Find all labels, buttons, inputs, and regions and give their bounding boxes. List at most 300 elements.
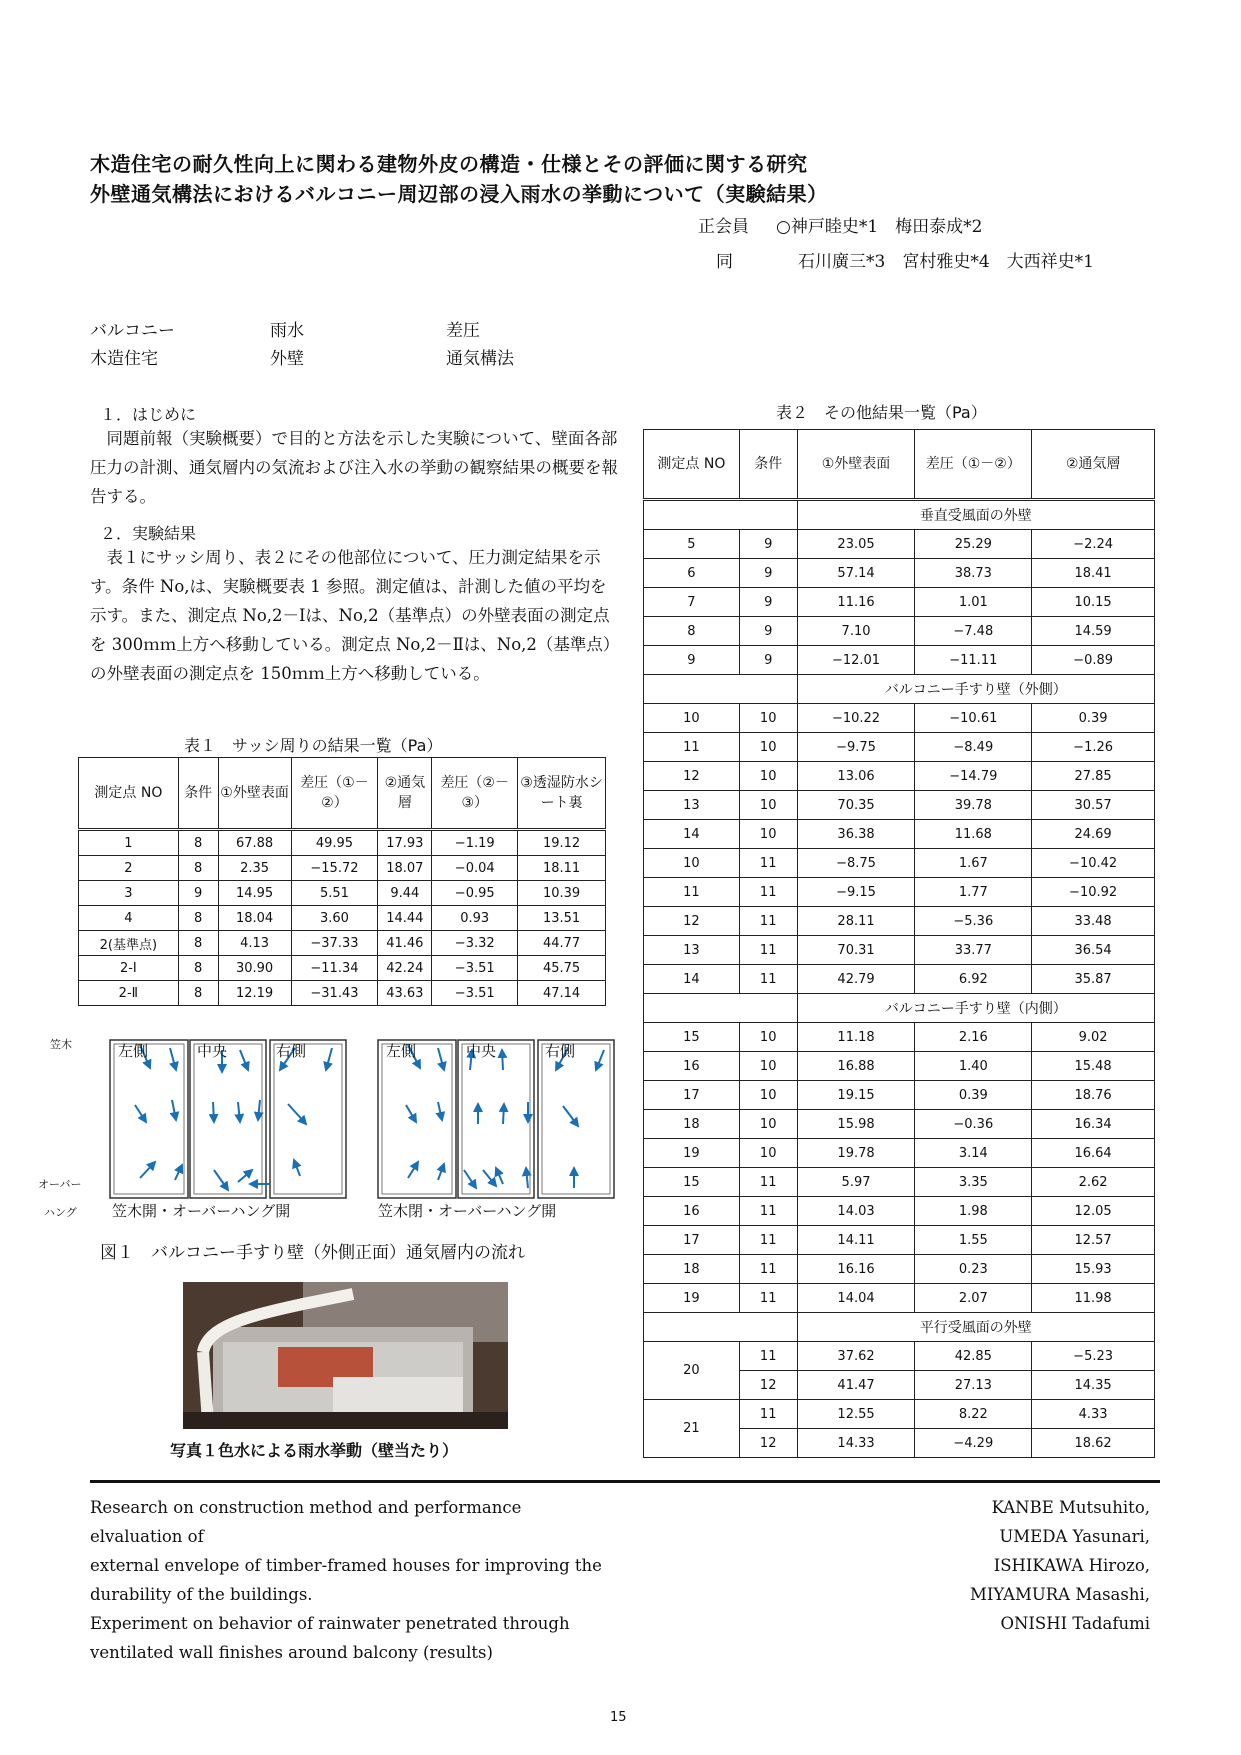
table-cell: 17.93 [378,830,432,856]
table-row [644,1081,1155,1110]
table-row [644,1400,1155,1429]
table-cell: 14.33 [797,1429,915,1458]
table1-header: 条件 [178,758,218,830]
table-cell: 10 [739,791,797,820]
table-cell: 11 [739,1284,797,1313]
author-names-2: 石川廣三*3 宮村雅史*4 大西祥史*1 [798,252,1094,272]
keyword: 木造住宅 [90,349,158,369]
table-cell: 8 [178,906,218,931]
table-cell: 11 [644,733,740,762]
table-cell: 18.76 [1032,1081,1155,1110]
table-cell: 4 [79,906,179,931]
table-cell: 2.16 [915,1023,1032,1052]
table-cell: 9 [178,881,218,906]
table1-header: ③透湿防水シート裏 [518,758,606,830]
table-cell: 16 [644,1197,740,1226]
table-cell: 18.04 [218,906,291,931]
figure1-label-center: 中央 [197,1042,228,1060]
table-row [644,530,1155,559]
paper-title-line2: 外壁通気構法におけるバルコニー周辺部の浸入雨水の挙動について（実験結果） [90,182,828,206]
english-title-line: Experiment on behavior of rainwater penetrated through [90,1614,570,1633]
table-cell: 9.02 [1032,1023,1155,1052]
table-cell: 12 [739,1429,797,1458]
airflow-arrow [483,1170,496,1186]
figure1-label-right: 右側 [276,1042,307,1060]
table-cell: 16.34 [1032,1110,1155,1139]
section-heading-intro: １．はじめに [100,405,197,424]
table-cell: 42.79 [797,965,915,994]
table-row [644,1139,1155,1168]
table-section-row [644,675,1155,704]
table-cell: 0.39 [1032,704,1155,733]
table-cell [644,994,798,1023]
table-cell: 5 [644,530,740,559]
table-cell: 10 [644,704,740,733]
table-cell: 33.48 [1032,907,1155,936]
table-cell: 10 [739,1081,797,1110]
airflow-arrow [170,1048,176,1070]
table-cell: 11.18 [797,1023,915,1052]
table-cell: 8 [178,981,218,1006]
table-row [644,646,1155,675]
table-cell: 10 [739,820,797,849]
table-cell: 12.55 [797,1400,915,1429]
table2-header: 条件 [739,430,797,500]
table-row [644,936,1155,965]
table-cell: −9.75 [797,733,915,762]
figure1-panel [458,1040,534,1198]
table-row [644,1255,1155,1284]
author-role-2: 同 [716,252,733,272]
table-row [644,965,1155,994]
table-cell: 9 [739,588,797,617]
airflow-arrow [496,1168,503,1184]
table-cell: −37.33 [291,931,378,956]
table-cell: 9 [644,646,740,675]
figure1-subcaption-right: 笠木閉・オーバーハング開 [378,1202,557,1220]
airflow-arrow [502,1050,503,1070]
table-cell: 2-Ⅰ [79,956,179,981]
table1-header: 差圧（②－③） [432,758,518,830]
table-cell: 2-Ⅱ [79,981,179,1006]
table-cell: 27.13 [915,1371,1032,1400]
table-cell: −0.36 [915,1110,1032,1139]
english-title-line: ventilated wall finishes around balcony (results) [90,1643,493,1662]
airflow-arrow [596,1050,604,1070]
section-text-results: 表１にサッシ周り、表２にその他部位について、圧力測定結果を示す。条件 No,は、実験概要表 1 参照。測定値は、計測した値の平均を示す。また、測定点 No,2－Ⅰは、No,2（基準点）の外壁表面の測定点を 300ｍｍ上方へ移動している。測定点 No,2－Ⅱは、No,2（基準点）の外壁表面の測定点を 150ｍｍ上方へ移動している。 [90,548,620,683]
table-cell: 36.38 [797,820,915,849]
table-cell: −2.24 [1032,530,1155,559]
table-cell: 11 [739,1400,797,1429]
table-cell: 8 [178,856,218,881]
table-cell: 39.78 [915,791,1032,820]
table1-header: 差圧（①－②） [291,758,378,830]
table-cell: −10.42 [1032,849,1155,878]
table-cell: 14 [644,820,740,849]
table-cell: −1.26 [1032,733,1155,762]
table-cell: 11 [644,878,740,907]
figure1-panel-inner [462,1044,530,1194]
english-authors [880,1493,1150,1638]
table-cell: 10 [739,762,797,791]
table-cell: 17 [644,1226,740,1255]
table2-header: ②通気層 [1032,430,1155,500]
table-cell: 47.14 [518,981,606,1006]
figure1-label-left: 左側 [118,1042,149,1060]
table-cell: 28.11 [797,907,915,936]
table-cell: −3.51 [432,981,518,1006]
table-cell: 16.64 [1032,1139,1155,1168]
table-cell: 42.24 [378,956,432,981]
table-cell: 7 [644,588,740,617]
table-cell: 14.11 [797,1226,915,1255]
table1-header: ②通気層 [378,758,432,830]
table-cell: 12 [739,1371,797,1400]
english-title [90,1493,610,1667]
table-cell: 12.19 [218,981,291,1006]
keyword: 通気構法 [446,349,514,369]
table-row [644,1052,1155,1081]
table-row [79,856,606,881]
table-cell: 14.04 [797,1284,915,1313]
table-cell: 8 [178,931,218,956]
table-cell: 11 [739,878,797,907]
table-row [79,931,606,956]
table-cell: 19 [644,1139,740,1168]
table-cell: 7.10 [797,617,915,646]
table-cell: 35.87 [1032,965,1155,994]
english-author: KANBE Mutsuhito, [991,1498,1150,1517]
table-cell: 10 [644,849,740,878]
table-cell: 9 [739,646,797,675]
table-cell: 10 [739,1052,797,1081]
table-cell: 20 [644,1342,740,1400]
table-cell: 1.01 [915,588,1032,617]
table-cell: 16.88 [797,1052,915,1081]
table-cell: 3.35 [915,1168,1032,1197]
airflow-arrow [213,1102,214,1122]
table1-caption: 表１ サッシ周りの結果一覧（Pa） [184,736,443,755]
table-cell: 6.92 [915,965,1032,994]
table-cell: 11 [739,1342,797,1371]
table-cell: 11 [739,907,797,936]
english-author: ONISHI Tadafumi [1000,1614,1150,1633]
table-cell: 18 [644,1110,740,1139]
table-section-row [644,1313,1155,1342]
footer-divider [90,1480,1160,1483]
table-cell: 13 [644,936,740,965]
english-author: MIYAMURA Masashi, [970,1585,1150,1604]
table-cell: 1.77 [915,878,1032,907]
table-cell: 14.95 [218,881,291,906]
table-cell: 41.47 [797,1371,915,1400]
figure1-label-right: 右側 [545,1042,576,1060]
section-heading-results: ２．実験結果 [100,524,197,543]
table-row [644,704,1155,733]
table-cell: 15 [644,1023,740,1052]
table-cell: 0.93 [432,906,518,931]
airflow-arrow [214,1170,228,1190]
author-names-1: ○神戸睦史*1 梅田泰成*2 [776,217,983,237]
table-cell: 38.73 [915,559,1032,588]
table-cell: 12 [644,762,740,791]
table-cell: 27.85 [1032,762,1155,791]
table-cell: 18.62 [1032,1429,1155,1458]
table-cell: 15.48 [1032,1052,1155,1081]
table-cell: −12.01 [797,646,915,675]
table-cell: 6 [644,559,740,588]
figure1-label-left: 左側 [386,1042,417,1060]
airflow-arrow [464,1170,476,1188]
table-cell: −11.34 [291,956,378,981]
table-cell: 45.75 [518,956,606,981]
table-cell: −3.51 [432,956,518,981]
table-cell: 19.12 [518,830,606,856]
airflow-arrow [172,1100,176,1120]
table-cell: 67.88 [218,830,291,856]
table-cell: 10 [739,704,797,733]
figure1-side-label-top: 笠木 [50,1038,72,1051]
table-cell: 8 [644,617,740,646]
table-cell: −10.61 [915,704,1032,733]
table-cell: 16.16 [797,1255,915,1284]
table-cell: 14.44 [378,906,432,931]
airflow-arrow [238,1102,240,1122]
table-cell: 2.07 [915,1284,1032,1313]
table-cell: −10.22 [797,704,915,733]
airflow-arrow [258,1100,260,1120]
english-author: ISHIKAWA Hirozo, [993,1556,1150,1575]
table-cell: 11.16 [797,588,915,617]
table-cell: 11.98 [1032,1284,1155,1313]
table-cell: 44.77 [518,931,606,956]
table-cell: 14.35 [1032,1371,1155,1400]
table-cell: 3 [79,881,179,906]
table-cell: 2 [79,856,179,881]
table-cell: 33.77 [915,936,1032,965]
table-cell: 21 [644,1400,740,1458]
table-cell: 41.46 [378,931,432,956]
table-row [644,1342,1155,1371]
table-cell: 15.93 [1032,1255,1155,1284]
table-cell: 12.05 [1032,1197,1155,1226]
figure1-label-center: 中央 [466,1042,497,1060]
table-cell: 8.22 [915,1400,1032,1429]
figure1-side-label-bottom: オーバー [38,1178,82,1191]
table-cell: 13.51 [518,906,606,931]
table-cell: 18.07 [378,856,432,881]
table-cell: 37.62 [797,1342,915,1371]
table-cell: −0.04 [432,856,518,881]
english-title-line: Research on construction method and performance elvaluation of [90,1498,522,1546]
table-row [79,981,606,1006]
table-section-title: 垂直受風面の外壁 [797,500,1154,530]
table-section-title: バルコニー手すり壁（外側） [797,675,1154,704]
table-row [644,617,1155,646]
airflow-arrow [240,1050,248,1070]
table-row [644,1197,1155,1226]
airflow-arrow [503,1104,504,1124]
table-cell: −1.19 [432,830,518,856]
table-cell: 18.41 [1032,559,1155,588]
table-cell: 11 [739,1197,797,1226]
table-row [79,830,606,856]
table-cell: 0.39 [915,1081,1032,1110]
airflow-arrow [238,1170,252,1182]
table-cell: 10 [739,1023,797,1052]
table-cell: 5.97 [797,1168,915,1197]
airflow-arrow [288,1104,306,1124]
table-row [644,762,1155,791]
table-row [644,849,1155,878]
section-text-intro: 同題前報（実験概要）で目的と方法を示した実験について、壁面各部圧力の計測、通気層内の気流および注入水の挙動の観察結果の概要を報告する。 [90,429,618,506]
table-cell: 10.39 [518,881,606,906]
table-cell: 1.40 [915,1052,1032,1081]
table-cell: 10 [739,733,797,762]
table-cell: 25.29 [915,530,1032,559]
table-cell: 42.85 [915,1342,1032,1371]
table-cell: −8.49 [915,733,1032,762]
table-cell: 1.98 [915,1197,1032,1226]
table-section-row [644,500,1155,530]
table-cell: 19.78 [797,1139,915,1168]
table-row [644,1284,1155,1313]
table-cell: 10 [739,1139,797,1168]
table2-header: 測定点 NO [644,430,740,500]
figure1-caption: 図１ バルコニー手すり壁（外側正面）通気層内の流れ [100,1243,525,1263]
table-cell: 57.14 [797,559,915,588]
table-cell: 4.13 [218,931,291,956]
table-cell: 70.31 [797,936,915,965]
table-row [644,878,1155,907]
table-cell: 2.62 [1032,1168,1155,1197]
keyword: 雨水 [270,321,304,341]
table-cell: 43.63 [378,981,432,1006]
airflow-arrow [526,1168,528,1188]
table-cell: 23.05 [797,530,915,559]
table-cell: −5.23 [1032,1342,1155,1371]
airflow-arrow [406,1105,416,1122]
paper-title-line1: 木造住宅の耐久性向上に関わる建物外皮の構造・仕様とその評価に関する研究 [90,152,808,176]
table-cell: 12.57 [1032,1226,1155,1255]
table-row [644,820,1155,849]
table-cell: 9 [739,617,797,646]
table-cell: 24.69 [1032,820,1155,849]
page-number: 15 [610,1710,627,1725]
table-cell: 14 [644,965,740,994]
table-cell: −11.11 [915,646,1032,675]
table-cell: −0.95 [432,881,518,906]
table-cell: −10.92 [1032,878,1155,907]
table-cell: −7.48 [915,617,1032,646]
table-cell: 18.11 [518,856,606,881]
table-cell: 8 [178,830,218,856]
table-cell: 13 [644,791,740,820]
figure1-panel [270,1040,346,1198]
airflow-arrow [140,1162,155,1178]
keyword: 差圧 [446,321,480,341]
table-cell: −5.36 [915,907,1032,936]
table-cell: 9 [739,530,797,559]
table-section-title: バルコニー手すり壁（内側） [797,994,1154,1023]
table-cell: 15.98 [797,1110,915,1139]
table-row [644,559,1155,588]
table-row [644,1110,1155,1139]
table-cell: 11 [739,965,797,994]
keyword: バルコニー [90,321,175,341]
airflow-arrow [563,1106,578,1126]
table-row [644,907,1155,936]
table-cell: 36.54 [1032,936,1155,965]
author-role-1: 正会員 [698,217,749,237]
table-cell: 30.57 [1032,791,1155,820]
table-cell: 16 [644,1052,740,1081]
table-cell: 11 [739,1226,797,1255]
table-cell: 15 [644,1168,740,1197]
table-cell: 11 [739,936,797,965]
table-cell: 18 [644,1255,740,1284]
figure1-panel-inner [194,1044,262,1194]
table-cell: 19.15 [797,1081,915,1110]
figure1-subcaption-left: 笠木開・オーバーハング開 [112,1202,291,1220]
table-cell: 1.67 [915,849,1032,878]
table-cell: 30.90 [218,956,291,981]
english-title-line: external envelope of timber-framed houses for improving the [90,1556,602,1575]
table-cell: −8.75 [797,849,915,878]
table-cell: 3.60 [291,906,378,931]
figure1-panel-inner [542,1044,610,1194]
table-cell: 10.15 [1032,588,1155,617]
table-cell: 14.03 [797,1197,915,1226]
table-cell: −4.29 [915,1429,1032,1458]
figure1-panel-inner [274,1044,342,1194]
table-cell: 9.44 [378,881,432,906]
table-cell: 11.68 [915,820,1032,849]
table2-header-row [644,430,1155,500]
table-cell: −31.43 [291,981,378,1006]
table-cell: 2.35 [218,856,291,881]
airflow-arrow [438,1102,442,1120]
airflow-arrow [135,1105,146,1122]
photo-colored-water [183,1282,508,1429]
table-cell: 5.51 [291,881,378,906]
table-row [79,906,606,931]
table-cell: 11 [739,1168,797,1197]
table-cell: 49.95 [291,830,378,856]
table-cell: −0.89 [1032,646,1155,675]
table-cell [644,500,798,530]
table-cell: −9.15 [797,878,915,907]
airflow-arrow [438,1164,444,1180]
table-section-title: 平行受風面の外壁 [797,1313,1154,1342]
table-cell: −14.79 [915,762,1032,791]
airflow-arrow [326,1048,332,1070]
table-cell: 0.23 [915,1255,1032,1284]
table-cell: 1.55 [915,1226,1032,1255]
table-row [644,1226,1155,1255]
table1-header: ①外壁表面 [218,758,291,830]
table-cell: −3.32 [432,931,518,956]
table-cell: 13.06 [797,762,915,791]
photo-caption: 写真１色水による雨水挙動（壁当たり） [170,1441,459,1460]
table-cell [644,1313,798,1342]
table-cell: 11 [739,1255,797,1284]
table-cell: 10 [739,1110,797,1139]
table-row [79,881,606,906]
table-cell: 8 [178,956,218,981]
table-cell: 11 [739,849,797,878]
airflow-arrow [438,1048,444,1070]
